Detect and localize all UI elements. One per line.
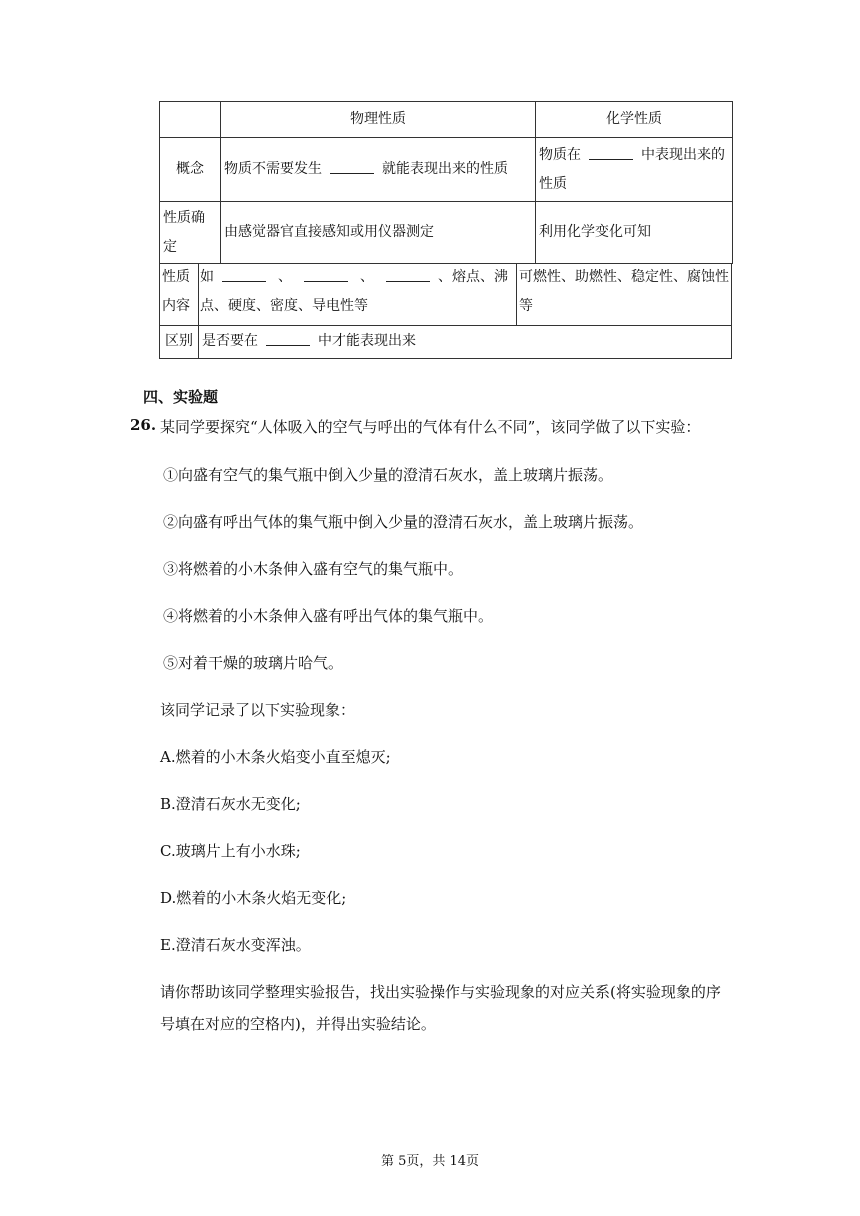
header-physical: 物理性质	[221, 102, 536, 138]
table-row-determination	[160, 202, 733, 264]
difference-post: 中才能表现出来	[318, 333, 416, 349]
request-line-2: 号填在对应的空格内)，并得出实验结论。	[160, 1015, 436, 1033]
content-physical-mid: 、熔点、沸点、硬度、密度、导电性等	[200, 269, 508, 314]
step-4: ④将燃着的小木条伸入盛有呼出气体的集气瓶中。	[163, 607, 494, 625]
section-title: 四、实验题	[143, 388, 219, 406]
step-1: ①向盛有空气的集气瓶中倒入少量的澄清石灰水，盖上玻璃片振荡。	[163, 466, 614, 484]
determination-physical: 由感觉器官直接感知或用仪器测定	[221, 202, 536, 264]
blank-line	[222, 267, 266, 282]
concept-physical-post: 就能表现出来的性质	[382, 161, 508, 177]
row-label-determination: 性质确定	[160, 202, 221, 264]
table-header-row	[160, 102, 733, 138]
blank-line	[304, 267, 348, 282]
concept-physical-cell	[221, 138, 536, 202]
phenomenon-b: B.澄清石灰水无变化;	[160, 795, 301, 813]
determination-chemical: 利用化学变化可知	[536, 202, 733, 264]
concept-chemical-cell	[536, 138, 733, 202]
content-physical-cell	[199, 263, 517, 325]
properties-table	[159, 101, 733, 264]
table-row-difference	[159, 326, 732, 359]
phenomenon-a: A.燃着的小木条火焰变小直至熄灭;	[160, 748, 391, 766]
blank-line	[589, 145, 633, 160]
phenomenon-e: E.澄清石灰水变浑浊。	[160, 936, 311, 954]
request-line-1: 请你帮助该同学整理实验报告，找出实验操作与实验现象的对应关系(将实验现象的序	[160, 983, 721, 1001]
concept-physical-pre: 物质不需要发生	[224, 161, 322, 177]
header-chemical: 化学性质	[536, 102, 733, 138]
header-empty-cell	[160, 102, 221, 138]
step-3: ③将燃着的小木条伸入盛有空气的集气瓶中。	[163, 560, 464, 578]
question-intro: 某同学要探究“人体吸入的空气与呼出的气体有什么不同”，该同学做了以下实验：	[160, 418, 701, 436]
concept-chemical-pre: 物质在	[539, 146, 581, 163]
page-footer: 第 5页，共 14页	[380, 1154, 480, 1169]
difference-cell	[199, 326, 731, 358]
blank-line	[330, 159, 374, 174]
concept-chemical-post: 中表现出来的性质	[539, 146, 725, 192]
record-intro: 该同学记录了以下实验现象：	[160, 701, 356, 719]
row-label-content: 性质内容	[160, 263, 199, 325]
question-number: 26.	[130, 416, 157, 434]
blank-line	[386, 267, 430, 282]
table-row-content	[159, 263, 732, 326]
enum-comma: 、	[360, 269, 374, 285]
step-2: ②向盛有呼出气体的集气瓶中倒入少量的澄清石灰水，盖上玻璃片振荡。	[163, 513, 644, 531]
table-row-concept	[160, 138, 733, 202]
row-label-concept: 概念	[160, 138, 221, 202]
difference-pre: 是否要在	[202, 333, 258, 349]
enum-comma: 、	[278, 269, 292, 285]
row-label-difference: 区别	[160, 326, 199, 358]
content-chemical: 可燃性、助燃性、稳定性、腐蚀性等	[519, 269, 729, 314]
phenomenon-c: C.玻璃片上有小水珠;	[160, 842, 301, 860]
blank-line	[266, 331, 310, 346]
step-5: ⑤对着干燥的玻璃片哈气。	[163, 654, 344, 672]
phenomenon-d: D.燃着的小木条火焰无变化;	[160, 889, 347, 907]
content-physical-pre: 如	[200, 269, 214, 285]
